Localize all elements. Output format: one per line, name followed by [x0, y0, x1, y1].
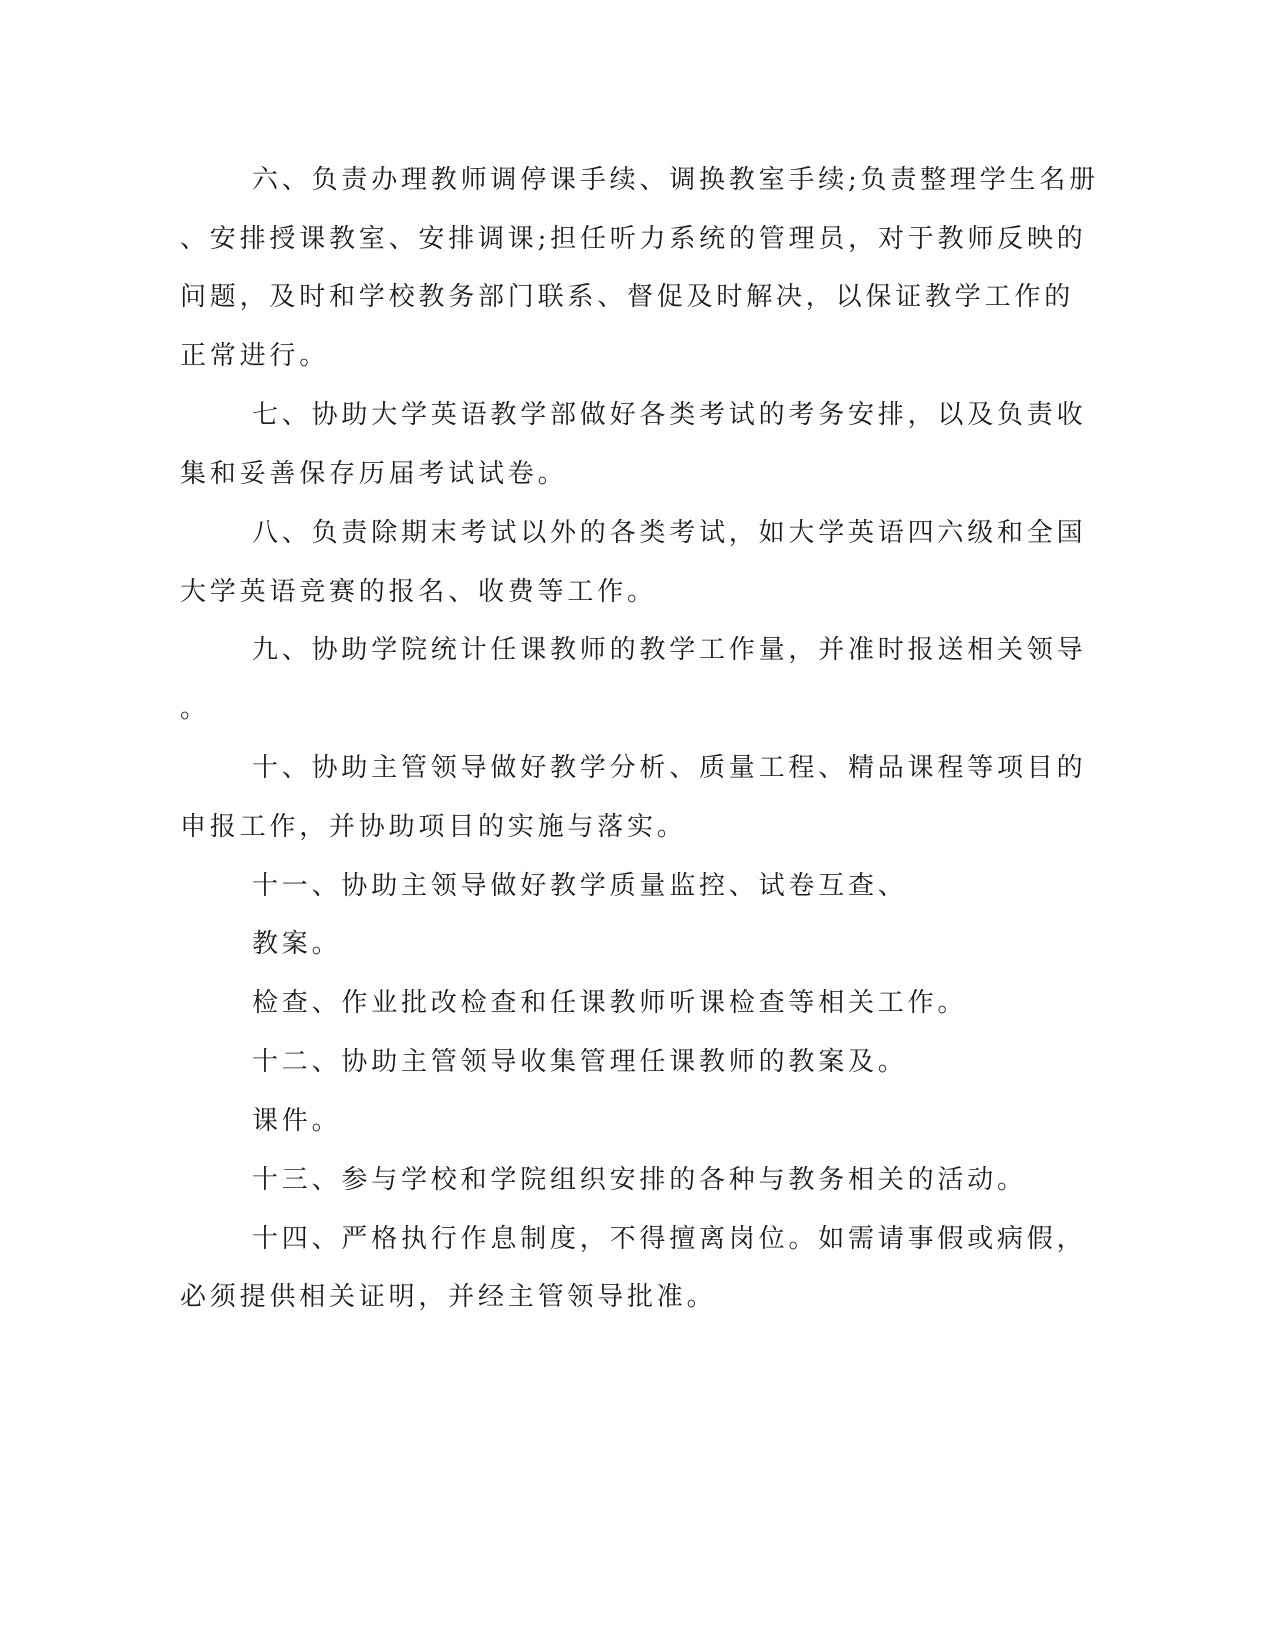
- paragraph-12-line-2: 课件。: [252, 1106, 342, 1136]
- paragraph-11-line-1: 十一、协助主领导做好教学质量监控、试卷互查、: [252, 871, 908, 901]
- paragraph-6-line-2: 、安排授课教室、安排调课;担任听力系统的管理员，对于教师反映的: [180, 224, 1087, 254]
- paragraph-10-line-1: 十、协助主管领导做好教学分析、质量工程、精品课程等项目的: [252, 753, 1087, 783]
- paragraph-8-line-1: 八、负责除期末考试以外的各类考试，如大学英语四六级和全国: [252, 518, 1087, 548]
- paragraph-14-line-1: 十四、严格执行作息制度，不得擅离岗位。如需请事假或病假，: [252, 1224, 1087, 1254]
- paragraph-6-line-4: 正常进行。: [180, 341, 330, 371]
- paragraph-7-line-1: 七、协助大学英语教学部做好各类考试的考务安排，以及负责收: [252, 400, 1087, 430]
- paragraph-10-line-2: 申报工作，并协助项目的实施与落实。: [180, 812, 687, 842]
- paragraph-11-line-2: 教案。: [252, 929, 342, 959]
- paragraph-7-line-2: 集和妥善保存历届考试试卷。: [180, 459, 568, 489]
- paragraph-12-line-1: 十二、协助主管领导收集管理任课教师的教案及。: [252, 1047, 908, 1077]
- paragraph-9-line-1: 九、协助学院统计任课教师的教学工作量，并准时报送相关领导: [252, 635, 1087, 665]
- paragraph-9-line-2: 。: [180, 694, 210, 724]
- paragraph-14-line-2: 必须提供相关证明，并经主管领导批准。: [180, 1282, 717, 1312]
- paragraph-13-line-1: 十三、参与学校和学院组织安排的各种与教务相关的活动。: [252, 1165, 1027, 1195]
- paragraph-8-line-2: 大学英语竞赛的报名、收费等工作。: [180, 577, 657, 607]
- paragraph-6-line-3: 问题，及时和学校教务部门联系、督促及时解决，以保证教学工作的: [180, 282, 1075, 312]
- paragraph-6-line-1: 六、负责办理教师调停课手续、调换教室手续;负责整理学生名册: [252, 165, 1099, 195]
- paragraph-11-line-3: 检查、作业批改检查和任课教师听课检查等相关工作。: [252, 988, 968, 1018]
